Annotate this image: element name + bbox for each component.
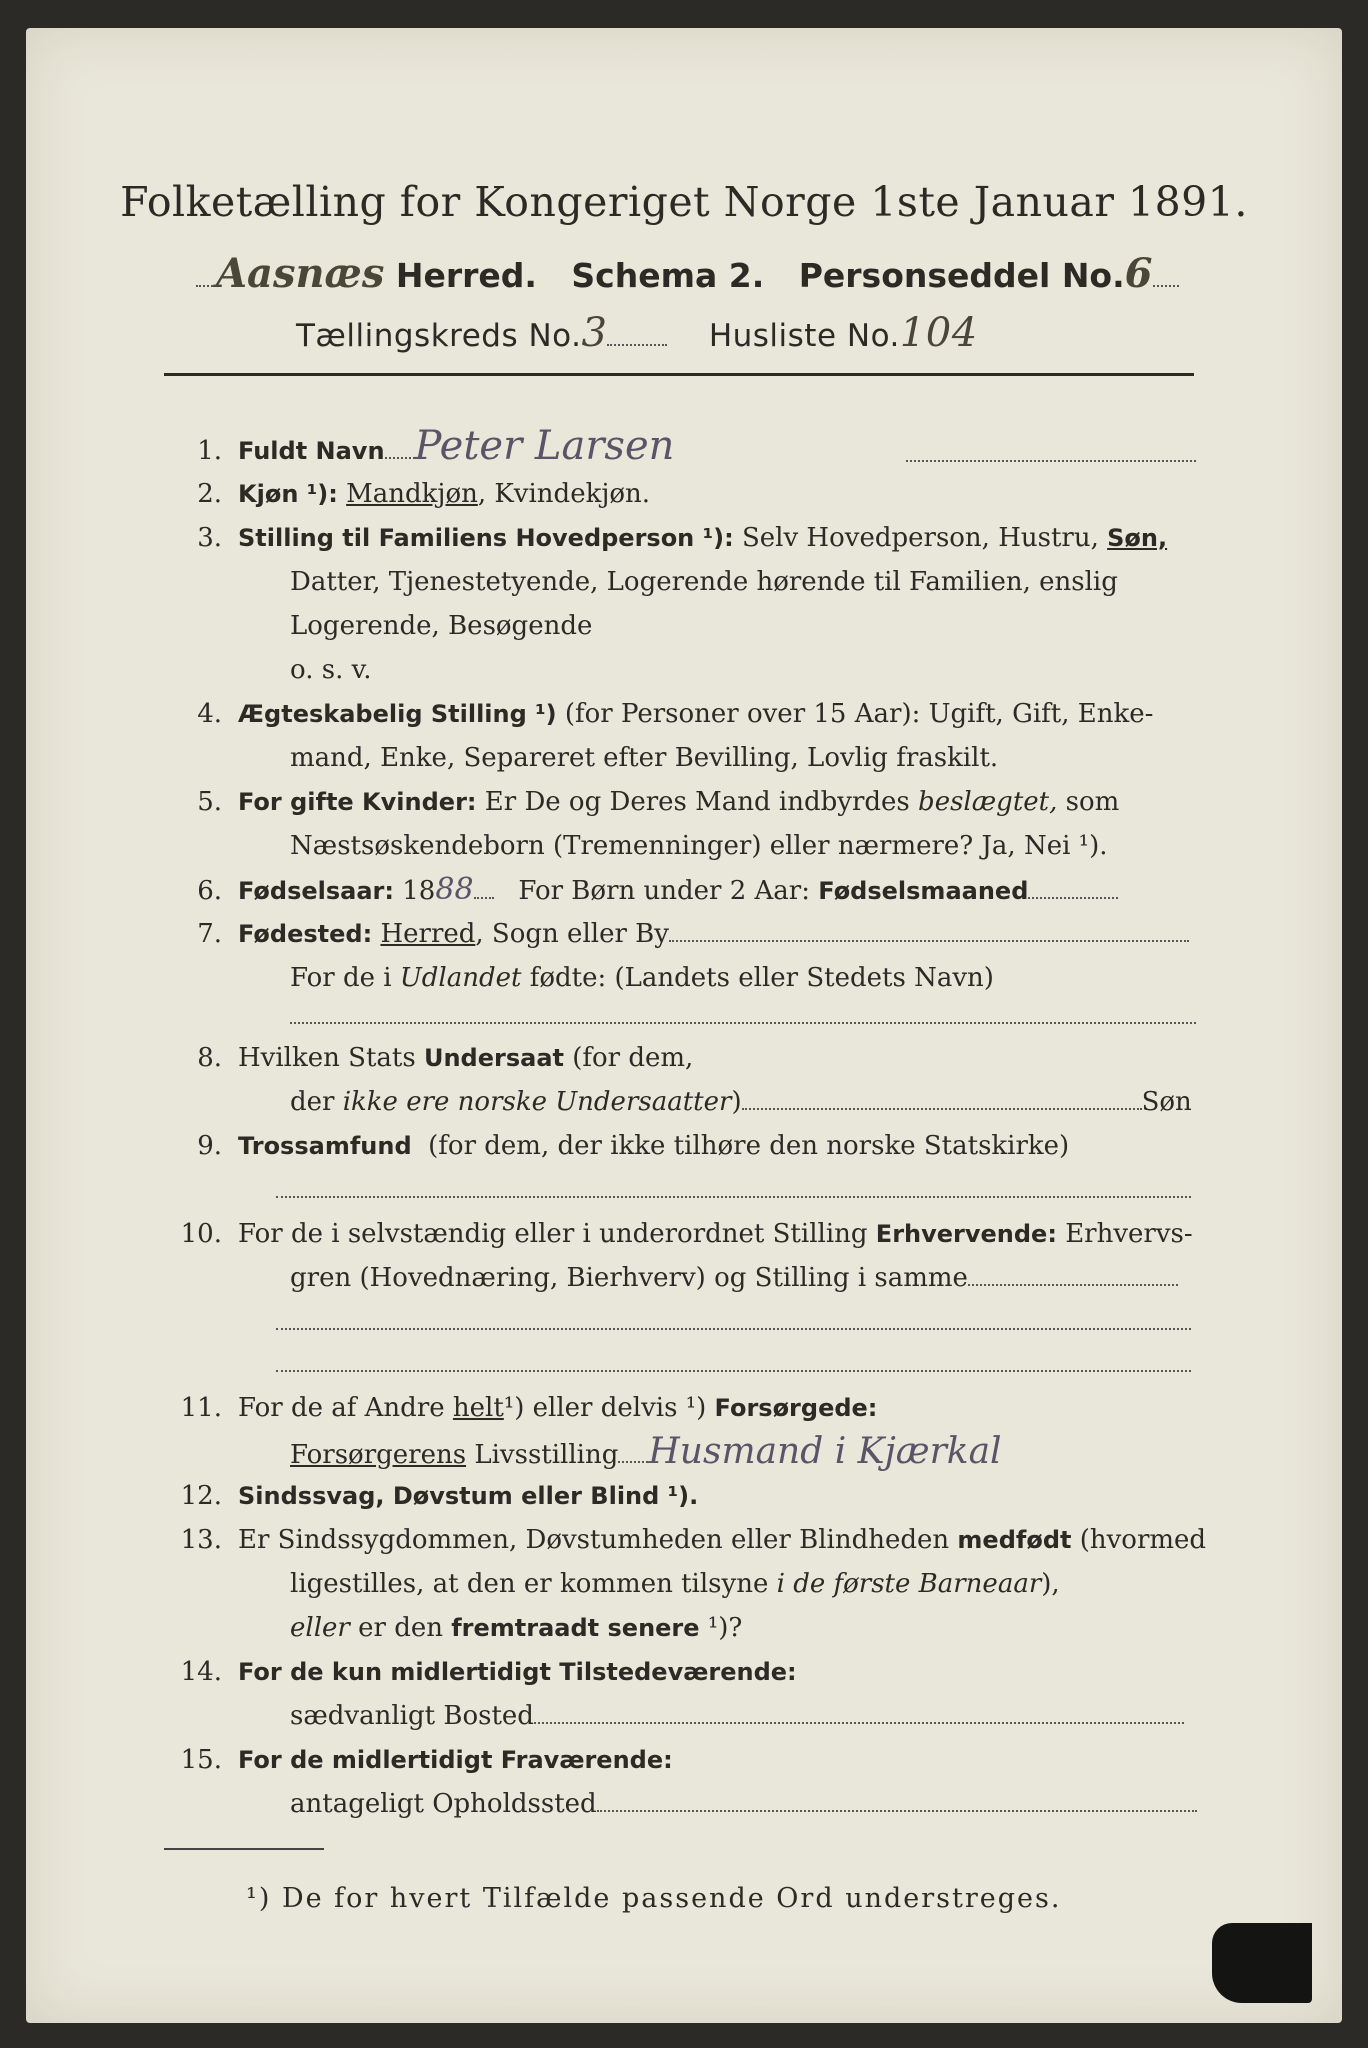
torn-corner <box>1212 1923 1312 2003</box>
citizenship-value: Søn <box>1141 1087 1192 1117</box>
item-6-birth-year: 6. Fødselsaar: 1888 For Børn under 2 Aar: Fødselsmaaned <box>164 872 1199 909</box>
census-form-sheet: Folketælling for Kongeriget Norge 1ste Januar 1891. Aasnæs Herred. Schema 2. Personseddel No.6 Tællingskreds No.3 Husliste No.104 1. Fuldt Navn Peter Larsen 2. Kjøn ¹): Mandkjøn, Kvindekjøn. 3. Stilling til Familiens Hovedperson ¹): Selv Hovedperson, Hustru, Søn, Datter, Tjenestetyende, Logerende hørende til Familien, enslig Logerende, Besøgende o. s. v. 4. Ægteskabelig Stilling ¹) (for Personer over 15 Aar): Ugift, Gift, Enke- mand, Enke, Separeret efter Bevilling, Lovlig fraskilt. 5. For gifte Kvinder: Er De og Deres Mand indbyrdes beslægtet, som Næstsøskendeborn (Tremenninger) eller nærmere? Ja, Nei ¹). 6. Fødselsaar: 1888 For Børn under 2 Aar: Fødselsmaaned 7. Fødested: Herred, Sogn eller By For de i Udlandet fødte: (Landets eller Stedets Navn) 8. Hvilken Stats Undersaat (for dem, der ikke ere norske Undersaatter) Søn 9. Trossamfund (for dem, der ikke tilhøre den norske Statskirke) 10. For de i selvstændig eller i underordnet Stilling Erhvervende: Erhvervs- gren (Hovednæring, Bierhverv) og Stilling i samme 11. For de af Andre helt¹) eller delvis ¹) Forsørgede: Forsørgerens Livsstilling Husmand i Kjærkal 12. Sindssvag, Døvstum eller Blind ¹). 13. Er Sindssygdommen, Døvstumheden eller Blindheden medfødt (hvormed ligestilles, at den er kommen tilsyne i de første Barneaar), eller er den fremtraadt senere ¹)? 14. For de kun midlertidigt Tilstedeværende: sædvanligt Bosted 15. For de midlertidigt Fraværende: antageligt Opholdssted ¹) De for hvert Tilfælde passende Ord understreges. <box>26 28 1342 2023</box>
header-rule <box>164 373 1194 376</box>
header-line-2 <box>296 310 1196 356</box>
form-title: Folketælling for Kongeriget Norge 1ste Januar 1891. <box>120 178 1248 226</box>
item-8-citizenship: 8. Hvilken Stats Undersaat (for dem, <box>197 1043 694 1073</box>
item-7-birthplace: 7. Fødested: Herred, Sogn eller By <box>164 916 1199 952</box>
position-selected: Søn, <box>1107 524 1168 552</box>
birthplace-selected: Herred <box>380 919 476 949</box>
item-5-married-women: 5. For gifte Kvinder: Er De og Deres Mand indbyrdes beslægtet, som <box>197 787 1120 817</box>
item-15-temporary-absent: 15. For de midlertidigt Fraværende: <box>180 1745 673 1775</box>
krets-value: 3 <box>581 310 608 356</box>
provider-occupation-value: Husmand i Kjærkal <box>648 1431 1002 1472</box>
item-13-congenital: 13. Er Sindssygdommen, Døvstumheden eller Blindheden medfødt (hvormed <box>180 1525 1207 1555</box>
husliste-value: 104 <box>899 310 978 356</box>
herred-value: Aasnæs <box>216 250 385 297</box>
husliste-label: Husliste No. <box>708 318 900 354</box>
full-name-line <box>906 460 1196 462</box>
item-14-temporary-present: 14. For de kun midlertidigt Tilstedeværende: <box>180 1657 797 1687</box>
personseddel-value: 6 <box>1124 250 1153 297</box>
krets-label: Tællingskreds No. <box>296 318 582 354</box>
item-1-full-name: 1. Fuldt Navn Peter Larsen <box>197 423 675 469</box>
herred-label: Herred. <box>395 256 537 295</box>
footnote-rule <box>164 1848 324 1850</box>
birth-year-value: 88 <box>435 872 474 907</box>
item-10-occupation: 10. For de i selvstændig eller i underordnet Stilling Erhvervende: Erhvervs- <box>180 1219 1193 1249</box>
gender-selected: Mandkjøn <box>346 479 478 509</box>
item-9-religion: 9. Trossamfund (for dem, der ikke tilhøre den norske Statskirke) <box>197 1131 1070 1161</box>
footnote: ¹) De for hvert Tilfælde passende Ord understreges. <box>246 1883 1062 1914</box>
header-line-1 <box>196 250 1196 297</box>
item-3-family-position: 3. Stilling til Familiens Hovedperson ¹): Selv Hovedperson, Hustru, Søn, <box>197 523 1168 553</box>
personseddel-label: Personseddel No. <box>798 256 1125 295</box>
full-name-value: Peter Larsen <box>414 423 675 469</box>
item-11-supported: 11. For de af Andre helt¹) eller delvis ¹) Forsørgede: <box>180 1393 878 1423</box>
item-2-gender: 2. Kjøn ¹): Mandkjøn, Kvindekjøn. <box>197 479 651 509</box>
schema-label: Schema 2. <box>571 256 765 295</box>
item-12-disability: 12. Sindssvag, Døvstum eller Blind ¹). <box>180 1481 699 1511</box>
item-4-marital-status: 4. Ægteskabelig Stilling ¹) (for Personer over 15 Aar): Ugift, Gift, Enke- <box>197 699 1154 729</box>
